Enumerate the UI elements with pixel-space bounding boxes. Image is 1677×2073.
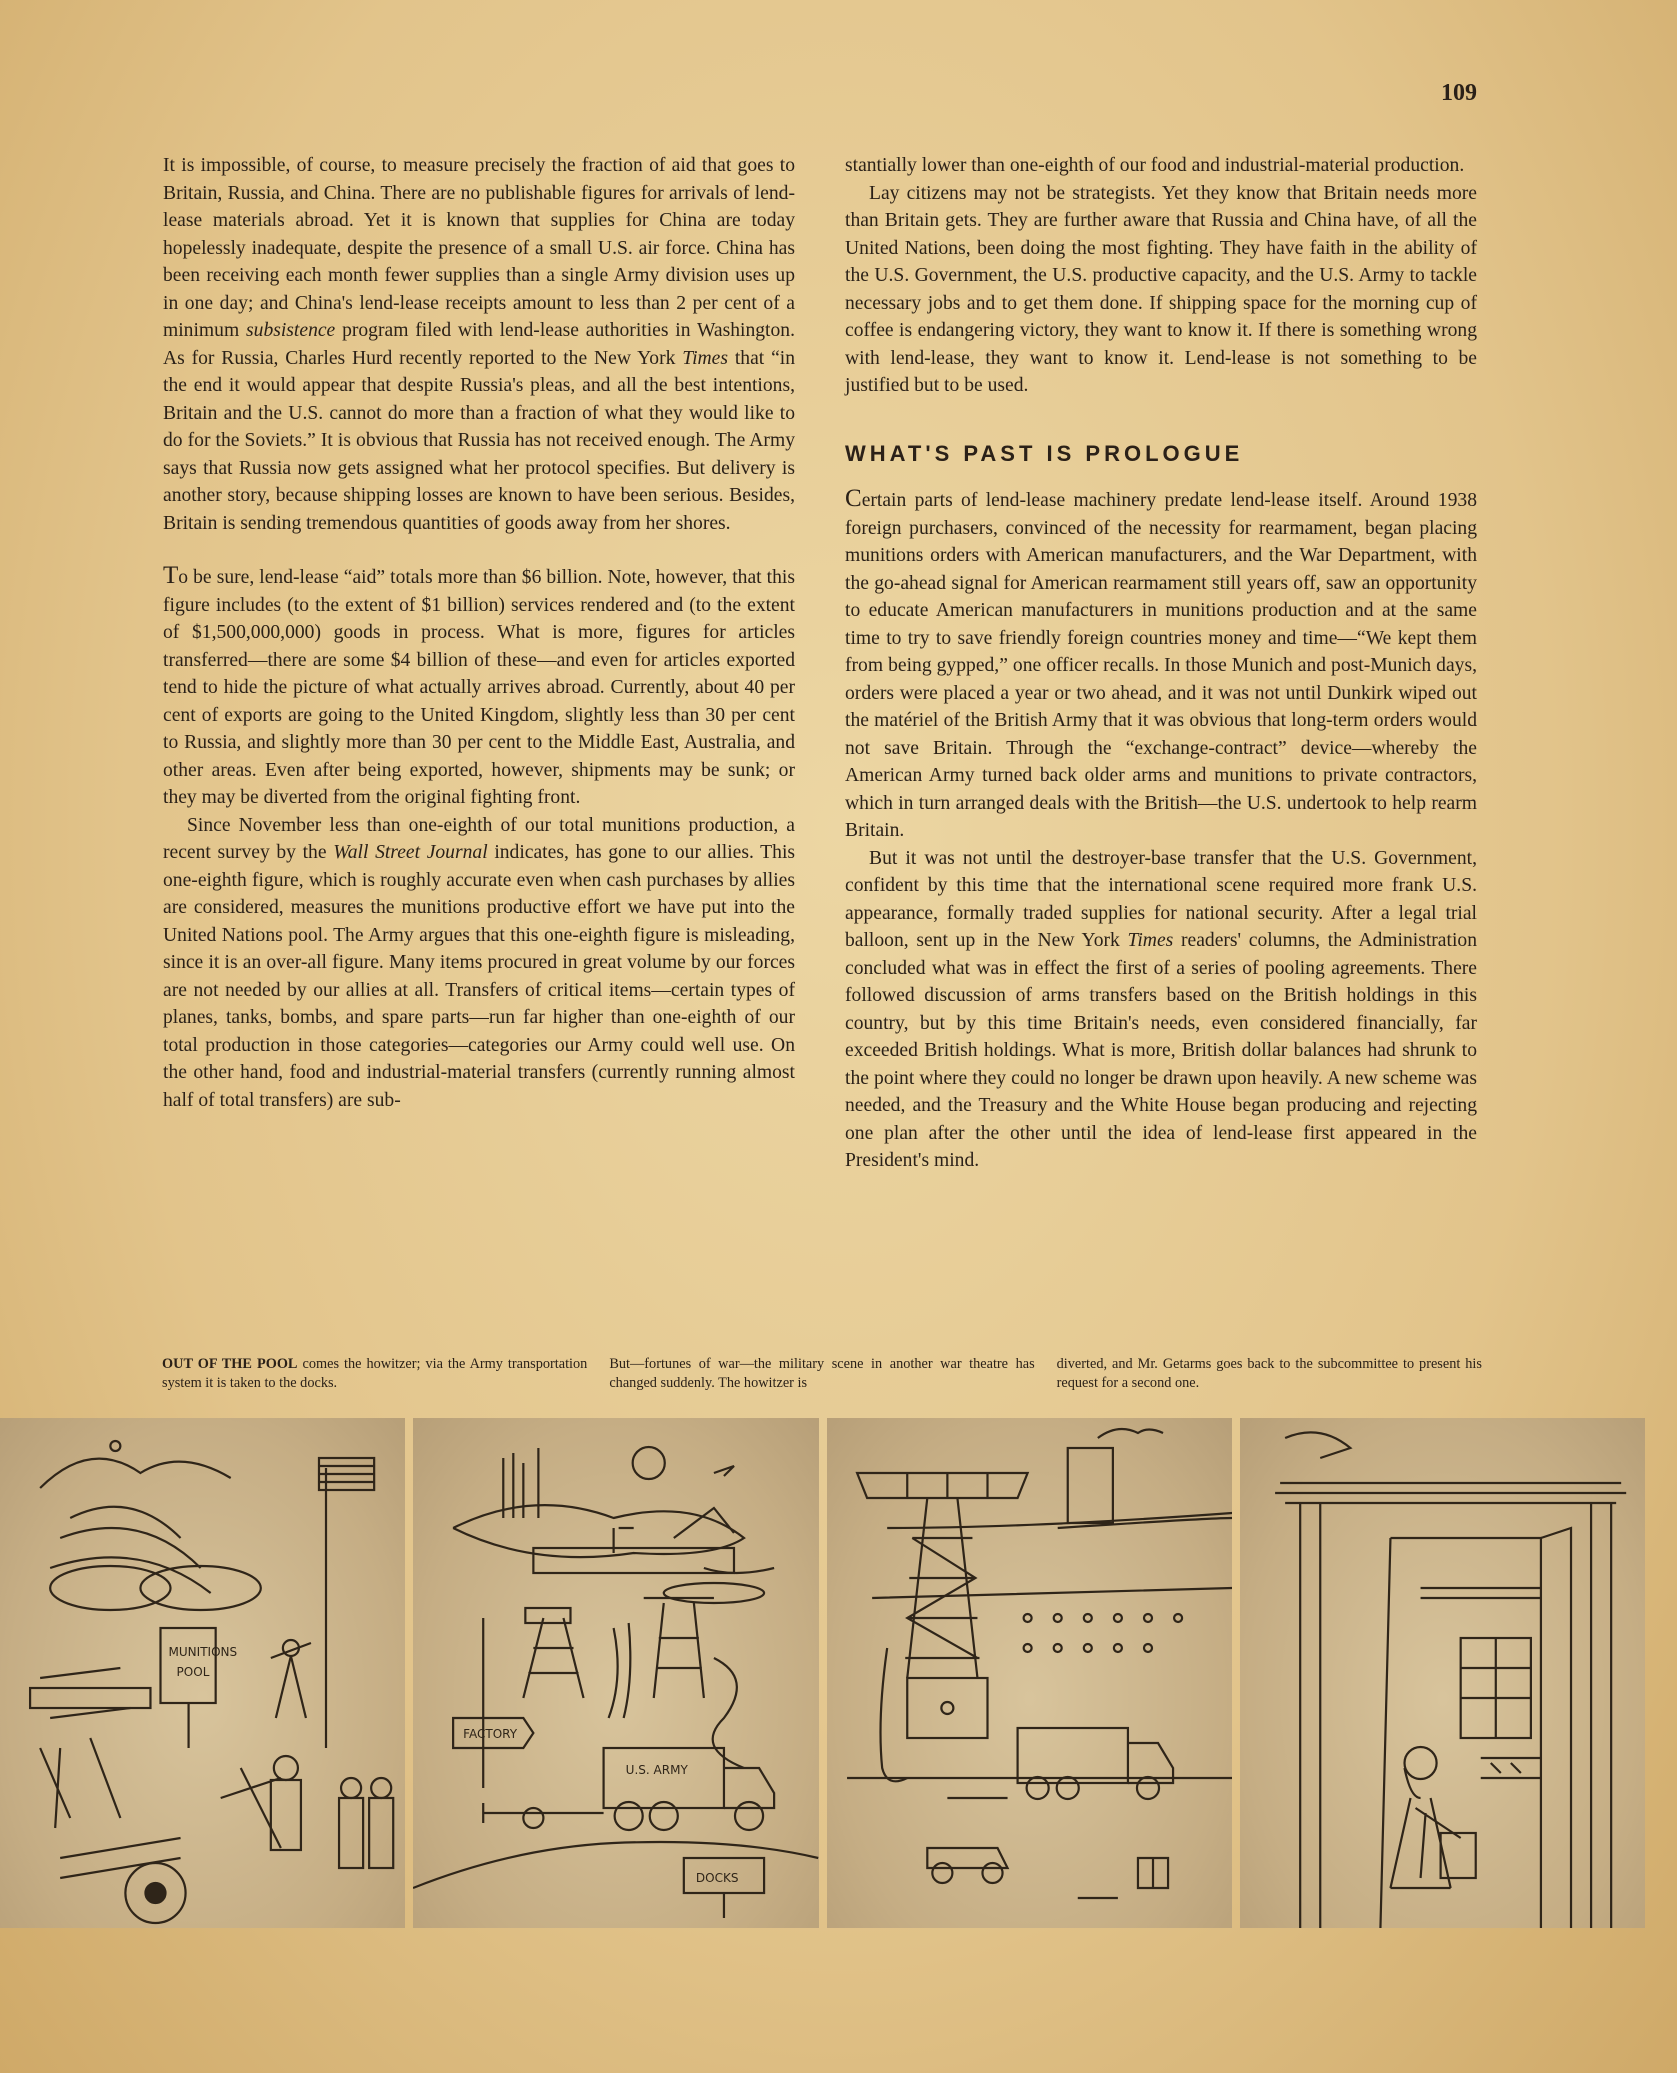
drop-cap: T <box>163 562 179 589</box>
text-run: readers' columns, the Administration concluded what was in effect the first of a series of pooling agreements. There followed discussion of arms transfers based on the British holdings in this country, but by this time Britain's needs, even considered financially, far exceeded British holdings. What is more, British dollar balances had shrunk to the point where they could no longer be drawn upon heavily. A new scheme was needed, and the Treasury and the White House began producing and rejecting one plan after the other until the idea of lend-lease first appeared in the President's mind. <box>845 930 1477 1171</box>
left-column <box>163 152 795 1114</box>
drop-cap: C <box>845 485 862 512</box>
text-run: But it was not until the destroyer-base transfer that the U.S. Government, confident by this time that the international scene required more frank U.S. appearance, formally traded supplies for national security. After a legal trial balloon, sent up in the New York <box>845 847 1477 951</box>
pool-sign-text-1: MUNITIONS <box>168 1645 238 1659</box>
truck-label-text: U.S. ARMY <box>625 1763 689 1777</box>
factory-sign-text: FACTORY <box>463 1727 518 1741</box>
caption-3: diverted, and Mr. Getarms goes back to the subcommittee to present his request for a second one. <box>1056 1356 1482 1391</box>
paragraph <box>845 845 1477 1175</box>
paragraph: Lay citizens may not be strategists. Yet they know that Britain needs more than Britain gets. They are further aware that Russia and China have, of all the United Nations, been doing the most fighting. They have faith in the ability of the U.S. Government, the U.S. productive capacity, and the U.S. Army to tackle necessary jobs and to get them done. If shipping space for the morning cup of coffee is endangering victory, they want to know it. If there is something wrong with lend-lease, they want to know it. Lend-lease is not something to be justified but to be used. <box>845 182 1477 396</box>
paragraph <box>163 812 795 1115</box>
text-run: ertain parts of lend-lease machinery predate lend-lease itself. Around 1938 foreign purchasers, convinced of the necessity for rearmament, began placing munitions orders with American manufacturers, and the War Department, with the go-ahead signal for American rearmament still years off, saw an opportunity to educate American manufacturers in munitions production and at the same time to try to save friendly foreign countries money and time—“We kept them from being gypped,” one officer recalls. In those Munich and post-Munich days, orders were placed a year or two ahead, and it was not until Dunkirk wiped out the matériel of the British Army that it was obvious that long-term orders would not save Britain. Through the “exchange-contract” device—whereby the American Army turned back older arms and munitions to private contractors, which in turn arranged deals with the British—the U.S. undertook to help rearm Britain. <box>845 490 1477 841</box>
right-column <box>845 152 1477 1175</box>
caption-2: But—fortunes of war—the military scene in another war theatre has changed suddenly. The howitzer is <box>609 1356 1035 1391</box>
emphasis: Times <box>1127 930 1174 951</box>
text-run: indicates, has gone to our allies. This one-eighth figure, which is roughly accurate even when cash purchases by allies are considered, measures the munitions productive effort we have put into the United Nations pool. The Army argues that this one-eighth figure is misleading, since it is an over-all figure. Many items procured in great volume by our forces are not needed by our allies at all. Transfers of critical items—certain types of planes, tanks, bombs, and spare parts—run far higher than one-eighth of our total production in those categories—categories our Army could well use. On the other hand, food and industrial-material transfers (currently running almost half of total transfers) are sub- <box>163 842 796 1111</box>
docks-sign-text: DOCKS <box>696 1871 739 1885</box>
illustration-getarms-door <box>1240 1418 1645 1928</box>
caption-lead: OUT OF THE POOL <box>162 1356 298 1372</box>
section-heading: WHAT'S PAST IS PROLOGUE <box>845 440 1244 466</box>
text-run: It is impossible, of course, to measure precisely the fraction of aid that goes to Britain, Russia, and China. There are no publishable figures for arrivals of lend-lease materials abroad. Yet it is known that supplies for China are today hopelessly inadequate, despite the presence of a small U.S. air force. China has been receiving each month fewer supplies than a single Army division uses up in one day; and China's lend-lease receipts amount to less than 2 per cent of a minimum <box>163 155 795 341</box>
text-run: that “in the end it would appear that despite Russia's pleas, and all the best intentions, Britain and the U.S. cannot do more than a fraction of what they would like to do for the Soviets.” It is obvious that Russia has not received enough. The Army says that Russia now gets assigned what her protocol specifies. But delivery is another story, because shipping losses are known to have been serious. Besides, Britain is sending tremendous quantities of goods away from her shores. <box>163 347 796 534</box>
illustration-strip <box>0 1418 1645 1928</box>
caption-1 <box>162 1355 587 1393</box>
page-number: 109 <box>1441 80 1477 106</box>
illustration-crane-ship <box>827 1418 1232 1928</box>
caption-row <box>162 1355 1482 1393</box>
paragraph <box>163 152 795 537</box>
text-run: o be sure, lend-lease “aid” totals more than $6 billion. Note, however, that this figure includes (to the extent of $1 billion) services rendered and (to the extent of $1,500,000,000) goods in process. What is more, figures for articles transferred—there are some $4 billion of these—and even for articles exported tend to hide the picture of what actually arrives abroad. Currently, about 40 per cent of exports are going to the United Kingdom, slightly less than 30 per cent to Russia, and slightly more than 30 per cent to the Middle East, Australia, and other areas. Even after being exported, however, shipments may be sunk; or they may be diverted from the original fighting front. <box>163 567 795 808</box>
paragraph: stantially lower than one-eighth of our food and industrial-material production. <box>845 155 1465 176</box>
emphasis: Wall Street Journal <box>333 842 488 863</box>
emphasis: subsistence <box>246 320 336 341</box>
illustration-factory-docks <box>413 1418 818 1928</box>
paragraph <box>163 562 795 812</box>
paragraph <box>845 485 1477 845</box>
text-run: Since November less than one-eighth of our total munitions production, a recent survey by the <box>163 814 795 863</box>
illustration-munitions-pool <box>0 1418 405 1928</box>
text-run: program filed with lend-lease authorities in Washington. As for Russia, Charles Hurd recently reported to the New York <box>163 320 795 369</box>
pool-sign-text-2: POOL <box>176 1665 210 1679</box>
emphasis: Times <box>682 347 728 369</box>
caption-text: comes the howitzer; via the Army transportation system it is taken to the docks. <box>162 1356 588 1391</box>
